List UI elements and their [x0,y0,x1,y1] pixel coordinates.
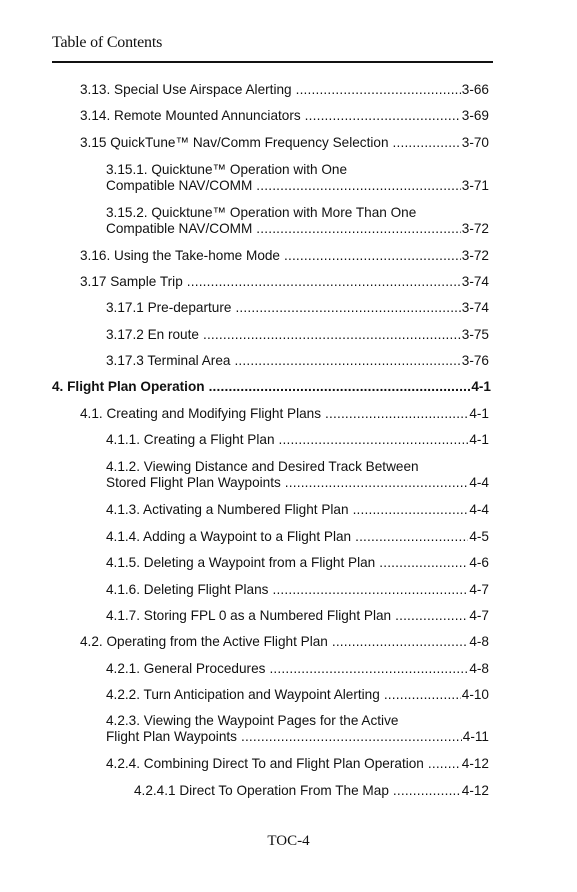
toc-entry[interactable] [80,82,489,98]
toc-entry[interactable] [106,687,489,703]
running-header: Table of Contents [52,34,163,51]
toc-entry[interactable] [106,582,489,598]
toc-page-number: 3-75 [461,327,489,342]
toc-entry-title: 3.17.3 Terminal Area [106,353,231,368]
toc-page-number: 4-1 [469,432,489,447]
toc-page-number: 4-4 [469,475,489,490]
toc-entry[interactable] [106,300,489,316]
toc-entry[interactable] [106,608,489,624]
toc-entry[interactable] [52,379,491,395]
toc-entry-title: Compatible NAV/COMM [106,178,253,193]
dot-leader [284,248,461,264]
dot-leader [269,661,468,677]
toc-entry[interactable] [80,634,489,650]
toc-page-number: 4-1 [469,406,489,421]
toc-entry[interactable] [106,162,489,194]
toc-entry-title: 3.17.2 En route [106,327,199,342]
toc-entry-title: 3.17 Sample Trip [80,274,183,289]
toc-entry[interactable] [106,353,489,369]
toc-page-number: 4-7 [469,608,489,623]
toc-entry[interactable] [134,783,489,799]
toc-page-number: 3-70 [461,135,489,150]
dot-leader [355,529,468,545]
toc-entry[interactable] [106,327,489,343]
toc-entry-title: 3.16. Using the Take-home Mode [80,248,280,263]
toc-page-number: 4-7 [469,582,489,597]
toc-entry[interactable] [106,502,489,518]
dot-leader [305,108,461,124]
dot-leader [332,634,469,650]
toc-entry[interactable] [106,459,489,491]
dot-leader [203,327,461,343]
toc-entry-title: 3.14. Remote Mounted Annunciators [80,108,301,123]
toc-page-number: 4-5 [469,529,489,544]
toc-page-number: 3-66 [461,82,489,97]
dot-leader [393,783,461,799]
toc-entry-title: 4.2.1. General Procedures [106,661,266,676]
toc-entry[interactable] [80,135,489,151]
toc-entry-title: 4.1.4. Adding a Waypoint to a Flight Plan [106,529,352,544]
dot-leader [325,406,468,422]
toc-page-number: 4-10 [461,687,489,702]
toc-entry-title: 4.2.3. Viewing the Waypoint Pages for the Active [106,713,399,728]
toc-entry[interactable] [80,274,489,290]
dot-leader [353,502,469,518]
toc-entry[interactable] [106,205,489,237]
toc-entry-title: Stored Flight Plan Waypoints [106,475,281,490]
toc-entry-title: 4.2.4. Combining Direct To and Flight Plan Operation [106,756,424,771]
dot-leader [384,687,461,703]
toc-page-number: 4-4 [469,502,489,517]
dot-leader [272,582,468,598]
dot-leader [256,221,460,237]
dot-leader [279,432,469,448]
toc-entry-title: 3.15.2. Quicktune™ Operation with More Than One [106,205,417,220]
dot-leader [187,274,461,290]
toc-page-number: 3-72 [461,221,489,236]
toc-entry-title: 4.2.4.1 Direct To Operation From The Map [134,783,389,798]
header-rule [52,61,493,63]
toc-entry[interactable] [80,108,489,124]
toc-page-number: 3-74 [461,274,489,289]
toc-page-number: 3-76 [461,353,489,368]
toc-page-number: 3-72 [461,248,489,263]
toc-page-number: 3-71 [461,178,489,193]
toc-entry[interactable] [106,529,489,545]
toc-entry-title: 4.1.3. Activating a Numbered Flight Plan [106,502,349,517]
toc-page-number: 4-6 [469,555,489,570]
dot-leader [234,353,460,369]
toc-entry-title: 3.13. Special Use Airspace Alerting [80,82,292,97]
dot-leader [256,178,460,194]
dot-leader [395,608,468,624]
toc-entry-title: 4. Flight Plan Operation [52,379,205,394]
toc-entry[interactable] [106,756,489,772]
toc-entry[interactable] [106,661,489,677]
toc-entry[interactable] [80,406,489,422]
toc-entry-title: 3.15.1. Quicktune™ Operation with One [106,162,348,177]
toc-page-number: 3-69 [461,108,489,123]
dot-leader [296,82,461,98]
toc-entry[interactable] [106,432,489,448]
dot-leader [393,135,461,151]
toc-entry-title: 4.1.2. Viewing Distance and Desired Track Between [106,459,419,474]
toc-entry-title: Compatible NAV/COMM [106,221,253,236]
dot-leader [285,475,469,491]
dot-leader [428,756,461,772]
page-number: TOC-4 [267,833,310,849]
dot-leader [209,379,471,395]
toc-page-number: 4-1 [471,379,491,394]
toc-page-number: 3-74 [461,300,489,315]
toc-entry-title: 4.1.6. Deleting Flight Plans [106,582,269,597]
toc-entry[interactable] [106,713,489,745]
toc-entry[interactable] [80,248,489,264]
toc-page-number: 4-8 [469,634,489,649]
dot-leader [379,555,468,571]
toc-entry-title: Flight Plan Waypoints [106,729,237,744]
toc-entry-title: 4.1.1. Creating a Flight Plan [106,432,275,447]
dot-leader [235,300,460,316]
toc-page-number: 4-12 [461,756,489,771]
toc-entry-title: 4.2. Operating from the Active Flight Plan [80,634,328,649]
toc-page-number: 4-8 [469,661,489,676]
toc-entry-title: 3.17.1 Pre-departure [106,300,232,315]
toc-page-number: 4-12 [461,783,489,798]
toc-entry-title: 4.1.7. Storing FPL 0 as a Numbered Flight Plan [106,608,392,623]
toc-entry[interactable] [106,555,489,571]
toc-entry-title: 4.1. Creating and Modifying Flight Plans [80,406,322,421]
toc-entry-title: 4.2.2. Turn Anticipation and Waypoint Alerting [106,687,380,702]
toc-entry-title: 3.15 QuickTune™ Nav/Comm Frequency Selection [80,135,389,150]
toc-entry-title: 4.1.5. Deleting a Waypoint from a Flight Plan [106,555,376,570]
toc-page-number: 4-11 [462,729,489,744]
dot-leader [241,729,462,745]
